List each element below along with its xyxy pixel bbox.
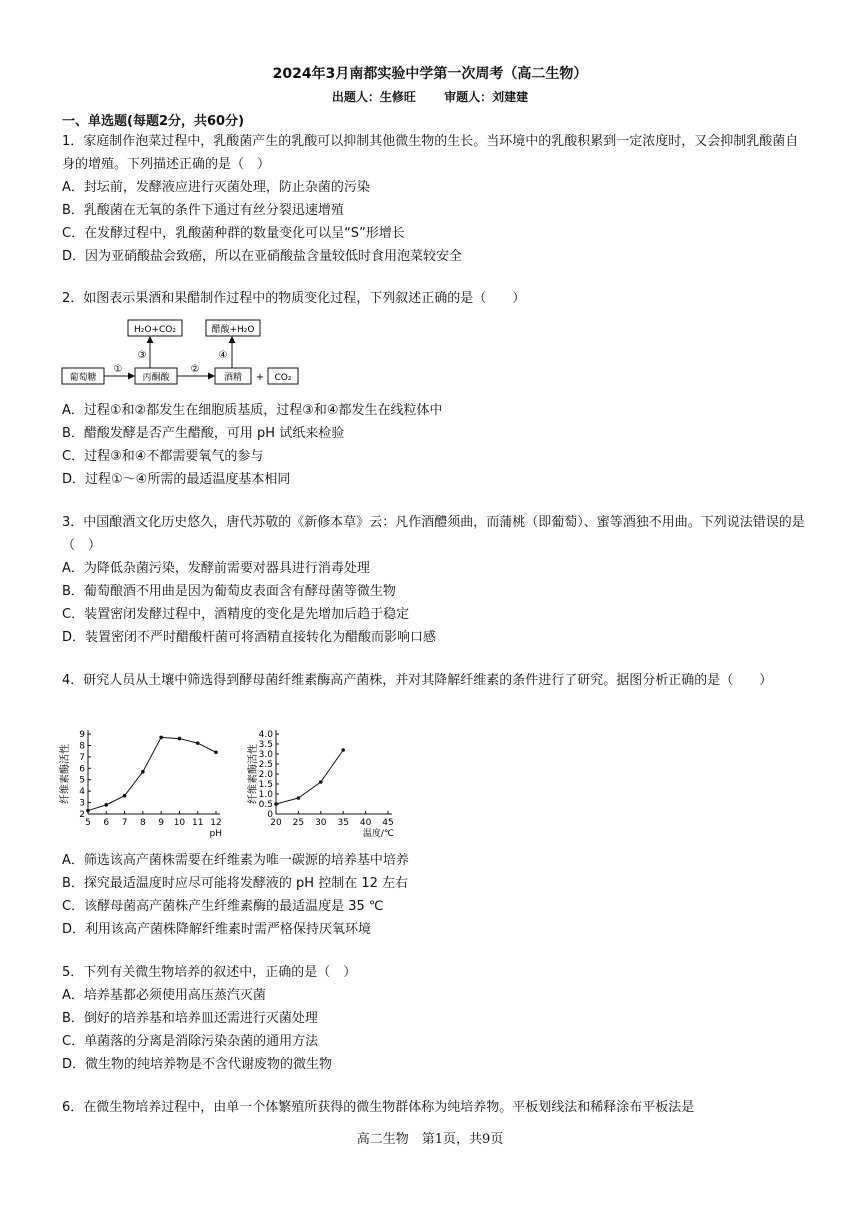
- x-tick-label: 6: [103, 818, 110, 828]
- label-step4: ④: [218, 350, 228, 361]
- option-d: D．因为亚硝酸盐会致癌，所以在亚硝酸盐含量较低时食用泡菜较安全: [62, 249, 463, 264]
- y-tick-label: 8: [79, 741, 85, 752]
- option-d: D．利用该高产菌株降解纤维素时需严格保持厌氧环境: [62, 922, 372, 937]
- y-tick-label: 1.5: [258, 780, 273, 790]
- data-point: [123, 794, 127, 798]
- label-plus: +: [255, 372, 265, 383]
- option-a: A．封坛前，发酵液应进行灭菌处理，防止杂菌的污染: [62, 180, 370, 195]
- x-tick-label: 25: [292, 818, 305, 828]
- page-footer: 高二生物 第1页，共9页: [356, 1132, 504, 1147]
- reviewer: 审题人：刘建建: [444, 90, 529, 104]
- x-tick-label: 10: [173, 818, 186, 828]
- question-stem: 1．家庭制作泡菜过程中，乳酸菌产生的乳酸可以抑制其他微生物的生长。当环境中的乳酸积累到一定浓度时，又会抑制乳酸菌自身的增殖。下列描述正确的是（ ）: [62, 134, 799, 172]
- y-tick-label: 0.5: [258, 800, 273, 810]
- data-point: [178, 737, 182, 741]
- fermentation-diagram: [60, 318, 310, 390]
- option-a: A．为降低杂菌污染，发酵前需要对器具进行消毒处理: [62, 561, 370, 576]
- question-5: [62, 961, 807, 1076]
- question-stem: 2．如图表示果酒和果醋制作过程中的物质变化过程，下列叙述正确的是（ ）: [62, 291, 526, 306]
- x-tick-label: 20: [270, 818, 282, 828]
- label-co2: CO₂: [274, 373, 292, 383]
- x-tick-label: 40: [359, 818, 372, 828]
- data-point: [341, 748, 345, 752]
- x-tick-label: 7: [121, 818, 128, 828]
- option-d: D．过程①～④所需的最适温度基本相同: [62, 472, 291, 487]
- label-ethanol: 酒精: [223, 373, 243, 383]
- series-line: [276, 750, 343, 804]
- option-b: B．乳酸菌在无氧的条件下通过有丝分裂迅速增殖: [62, 203, 344, 218]
- exam-authors: [0, 88, 860, 105]
- x-axis-label: 温度/℃: [362, 829, 394, 839]
- y-tick-label: 2.0: [258, 770, 273, 780]
- question-stem: 3．中国酿酒文化历史悠久，唐代苏敬的《新修本草》云：凡作酒醴须曲，而蒲桃（即葡萄）、蜜等酒独不用曲。下列说法错误的是（ ）: [62, 515, 805, 553]
- y-tick-label: 7: [79, 752, 85, 763]
- data-point: [274, 802, 278, 806]
- author: 出题人：生修旺: [331, 90, 416, 104]
- x-tick-label: 9: [158, 818, 165, 828]
- option-b: B．葡萄酿酒不用曲是因为葡萄皮表面含有酵母菌等微生物: [62, 584, 396, 599]
- temperature-activity-chart: [236, 722, 406, 844]
- option-c: C．过程③和④不都需要氧气的参与: [62, 449, 264, 464]
- y-tick-label: 0: [267, 810, 273, 820]
- data-point: [159, 736, 163, 740]
- label-pyruvate: 丙酮酸: [142, 373, 170, 383]
- y-tick-label: 2: [79, 810, 85, 820]
- option-d: D．微生物的纯培养物是不含代谢废物的微生物: [62, 1057, 333, 1072]
- x-tick-label: 8: [139, 818, 146, 828]
- y-tick-label: 4: [79, 787, 85, 798]
- label-step1: ①: [113, 364, 123, 375]
- y-tick-label: 9: [79, 730, 85, 740]
- section-heading: 一、单选题(每题2分，共60分): [62, 114, 245, 129]
- question-6: [62, 1096, 807, 1119]
- question-stem: 4．研究人员从土壤中筛选得到酵母菌纤维素酶高产菌株，并对其降解纤维素的条件进行了研究。据图分析正确的是（ ）: [62, 673, 773, 688]
- question-3: [62, 511, 807, 649]
- ph-activity-chart: [58, 722, 238, 844]
- question-stem: 6．在微生物培养过程中，由单一个体繁殖所获得的微生物群体称为纯培养物。平板划线法和稀释涂布平板法是: [62, 1100, 695, 1115]
- x-tick-label: 5: [85, 818, 91, 828]
- label-glucose: 葡萄糖: [69, 373, 97, 383]
- option-a: A．培养基都必须使用高压蒸汽灭菌: [62, 988, 266, 1003]
- option-c: C．在发酵过程中，乳酸菌种群的数量变化可以呈“S”形增长: [62, 226, 405, 241]
- option-a: A．过程①和②都发生在细胞质基质，过程③和④都发生在线粒体中: [62, 403, 443, 418]
- label-step3: ③: [137, 350, 147, 361]
- y-axis-label: 纤维素酶活性: [60, 744, 71, 804]
- x-tick-label: 45: [382, 818, 394, 828]
- x-tick-label: 11: [191, 818, 204, 828]
- label-step2: ②: [190, 364, 200, 375]
- question-1: [62, 130, 807, 268]
- y-tick-label: 2.5: [258, 760, 273, 770]
- option-b: B．倒好的培养基和培养皿还需进行灭菌处理: [62, 1011, 318, 1026]
- question-2-options: [62, 399, 807, 491]
- option-a: A．筛选该高产菌株需要在纤维素为唯一碳源的培养基中培养: [62, 853, 409, 868]
- y-tick-label: 3.5: [258, 740, 273, 750]
- option-b: B．探究最适温度时应尽可能将发酵液的 pH 控制在 12 左右: [62, 876, 409, 891]
- exam-title: 2024年3月南都实验中学第一次周考（高二生物）: [272, 66, 588, 82]
- label-h2o-co2: H₂O+CO₂: [134, 325, 176, 335]
- y-tick-label: 1.0: [258, 790, 273, 800]
- option-c: C．单菌落的分离是消除污染杂菌的通用方法: [62, 1034, 319, 1049]
- y-tick-label: 6: [79, 764, 85, 775]
- question-4: [62, 669, 807, 692]
- x-tick-label: 35: [337, 818, 349, 828]
- option-b: B．醋酸发酵是否产生醋酸，可用 pH 试纸来检验: [62, 426, 345, 441]
- data-point: [297, 796, 301, 800]
- series-line: [88, 737, 216, 810]
- data-point: [214, 750, 218, 754]
- data-point: [104, 803, 108, 807]
- question-stem: 5．下列有关微生物培养的叙述中，正确的是（ ）: [62, 965, 357, 980]
- data-point: [86, 809, 90, 813]
- y-tick-label: 4.0: [258, 730, 273, 740]
- option-c: C．该酵母菌高产菌株产生纤维素酶的最适温度是 35 ℃: [62, 899, 384, 914]
- y-tick-label: 5: [79, 775, 85, 786]
- y-tick-label: 3.0: [258, 750, 273, 760]
- data-point: [141, 770, 145, 774]
- option-c: C．装置密闭发酵过程中，酒精度的变化是先增加后趋于稳定: [62, 607, 410, 622]
- x-tick-label: 12: [210, 818, 222, 828]
- y-tick-label: 3: [79, 798, 85, 809]
- label-acetic: 醋酸+H₂O: [211, 325, 255, 335]
- x-tick-label: 30: [315, 818, 327, 828]
- x-axis-label: pH: [209, 829, 222, 839]
- question-2: [62, 287, 807, 310]
- option-d: D．装置密闭不严时醋酸杆菌可将酒精直接转化为醋酸而影响口感: [62, 630, 437, 645]
- question-4-options: [62, 849, 807, 941]
- data-point: [196, 741, 200, 745]
- y-axis-label: 纤维素酶活性: [248, 744, 259, 804]
- data-point: [319, 780, 323, 784]
